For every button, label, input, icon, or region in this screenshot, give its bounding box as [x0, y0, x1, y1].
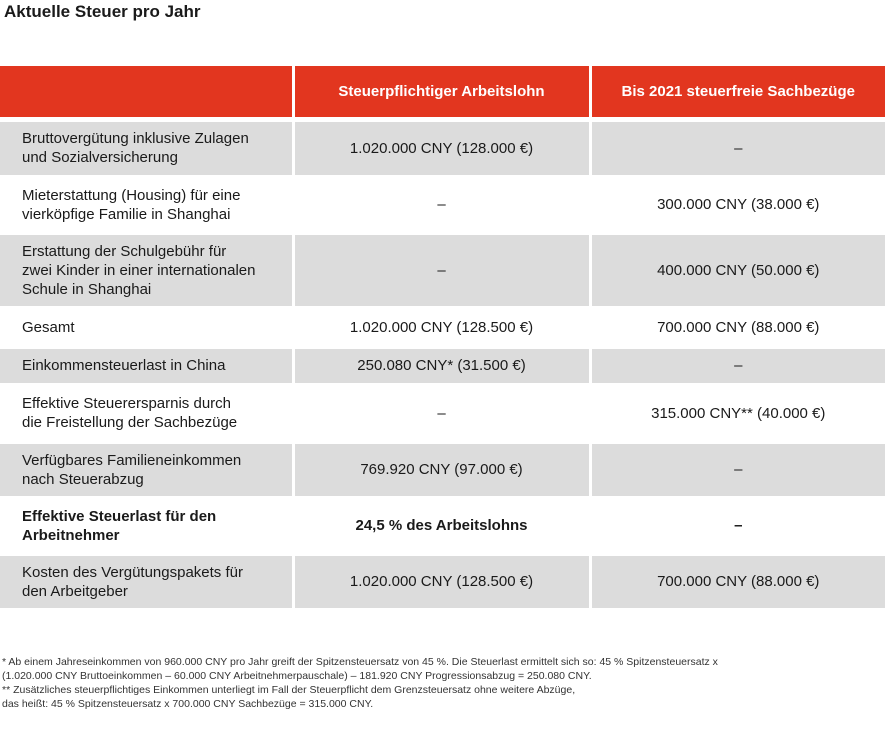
tax-free-benefits-cell: –	[590, 498, 885, 554]
row-label	[0, 177, 293, 233]
taxable-wage-cell: –	[293, 385, 590, 442]
tax-free-benefits-cell: 700.000 CNY (88.000 €)	[590, 554, 885, 610]
row-label-line: nach Steuerabzug	[22, 470, 144, 488]
taxable-wage-cell: 1.020.000 CNY (128.000 €)	[293, 120, 590, 177]
row-label-line: vierköpfige Familie in Shanghai	[22, 205, 231, 223]
row-label-line: Effektive Steuerlast für den	[22, 507, 217, 525]
header-tax-free-benefits: Bis 2021 steuerfreie Sachbezüge	[590, 66, 885, 120]
row-label-line: Erstattung der Schulgebühr für	[22, 242, 227, 260]
taxable-wage-cell: 24,5 % des Arbeitslohns	[293, 498, 590, 554]
footnote-line: * Ab einem Jahreseinkommen von 960.000 CNY pro Jahr greift der Spitzensteuersatz von 45 %. Die Steuerlast ermittelt sich so: 45 % Spitzensteuersatz x	[2, 656, 718, 668]
table-row	[0, 120, 885, 177]
row-label-line: Kosten des Vergütungspakets für	[22, 563, 243, 581]
row-label	[0, 120, 293, 177]
table-header-row	[0, 66, 885, 120]
row-label-line: die Freistellung der Sachbezüge	[22, 414, 238, 431]
footnote-line: das heißt: 45 % Spitzensteuersatz x 700.000 CNY Sachbezüge = 315.000 CNY.	[2, 698, 374, 710]
taxable-wage-cell: 769.920 CNY (97.000 €)	[293, 442, 590, 498]
footnotes	[2, 655, 882, 711]
page-title: Aktuelle Steuer pro Jahr	[4, 2, 201, 21]
row-label-line: Mieterstattung (Housing) für eine	[22, 186, 241, 204]
row-label-line: Gesamt	[22, 318, 75, 336]
row-label	[0, 308, 293, 347]
taxable-wage-cell: 1.020.000 CNY (128.500 €)	[293, 554, 590, 610]
row-label-line: Einkommensteuerlast in China	[22, 357, 226, 374]
taxable-wage-cell: –	[293, 233, 590, 308]
row-label-line: Schule in Shanghai	[22, 280, 152, 298]
row-label-line: Verfügbares Familieneinkommen	[22, 451, 242, 469]
row-label-line: den Arbeitgeber	[22, 582, 128, 600]
taxable-wage-cell: 1.020.000 CNY (128.500 €)	[293, 308, 590, 347]
row-label-line: und Sozialversicherung	[22, 149, 178, 167]
taxable-wage-cell: 250.080 CNY* (31.500 €)	[293, 347, 590, 385]
tax-free-benefits-cell: 400.000 CNY (50.000 €)	[590, 233, 885, 308]
header-taxable-wage: Steuerpflichtiger Arbeitslohn	[293, 66, 590, 120]
footnote-line: ** Zusätzliches steuerpflichtiges Einkommen unterliegt im Fall der Steuerpflicht dem Grenzsteuersatz ohne weitere Abzüge,	[2, 684, 576, 696]
row-label	[0, 498, 293, 554]
row-label	[0, 347, 293, 385]
row-label-line: zwei Kinder in einer internationalen	[22, 261, 256, 279]
tax-free-benefits-cell: –	[590, 442, 885, 498]
table-row	[0, 442, 885, 498]
row-label-line: Arbeitnehmer	[22, 526, 120, 544]
row-label	[0, 233, 293, 308]
row-label-line: Effektive Steuerersparnis durch	[22, 395, 231, 412]
table-row	[0, 385, 885, 442]
tax-free-benefits-cell: –	[590, 347, 885, 385]
table-row	[0, 177, 885, 233]
table-row	[0, 498, 885, 554]
table-row	[0, 233, 885, 308]
row-label	[0, 554, 293, 610]
footnote-line: (1.020.000 CNY Bruttoeinkommen – 60.000 CNY Arbeitnehmerpauschale) – 181.920 CNY Progressionsabzug = 250.080 CNY.	[2, 670, 592, 682]
tax-free-benefits-cell: 315.000 CNY** (40.000 €)	[590, 385, 885, 442]
tax-free-benefits-cell: 700.000 CNY (88.000 €)	[590, 308, 885, 347]
tax-free-benefits-cell: –	[590, 120, 885, 177]
taxable-wage-cell: –	[293, 177, 590, 233]
tax-table	[0, 66, 885, 612]
header-empty-cell	[0, 66, 293, 120]
table-row	[0, 347, 885, 385]
row-label	[0, 385, 293, 442]
row-label-line: Bruttovergütung inklusive Zulagen	[22, 130, 249, 148]
table-row	[0, 554, 885, 610]
row-label	[0, 442, 293, 498]
table-row	[0, 308, 885, 347]
tax-free-benefits-cell: 300.000 CNY (38.000 €)	[590, 177, 885, 233]
